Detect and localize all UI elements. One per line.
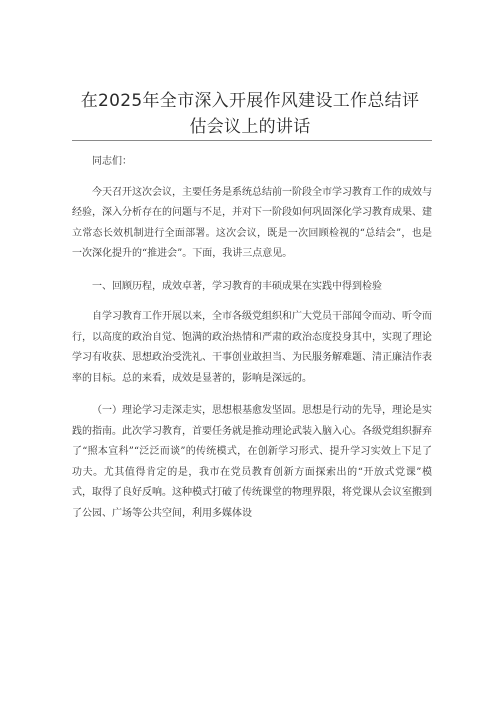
paragraph-theory-study: （一）理论学习走深走实，思想根基愈发坚固。思想是行动的先导，理论是实践的指南。此次学习教育，首要任务就是推动理论武装入脑入心。各级党组织摒弃了“照本宣科”“泛泛而谈”的传统模式，在创新学习形式、提升学习实效上下足了功夫。尤其值得肯定的是，我市在党员教育创新方面探索出的“开放式党课”模式，取得了良好反响。这种模式打破了传统课堂的物理界限，将党课从会议室搬到了公园、广场等公共空间，利用多媒体设 [72,405,432,519]
document-title-line-1: 在2025年全市深入开展作风建设工作总结评 [80,91,420,111]
greeting: 同志们： [92,156,132,167]
section-heading-1: 一、回顾历程，成效卓著，学习教育的丰硕成果在实践中得到检验 [92,280,382,292]
paragraph-review: 自学习教育工作开展以来，全市各级党组织和广大党员干部闻令而动、听令而行，以高度的政治自觉、饱满的政治热情和严肃的政治态度投身其中，实现了理论学习有收获、思想政治受洗礼、干事创业敢担当、为民服务解难题、清正廉洁作表率的目标。总的来看，成效是显著的，影响是深远的。 [72,311,432,384]
paragraph-opening: 今天召开这次会议，主要任务是系统总结前一阶段全市学习教育工作的成效与经验，深入分析存在的问题与不足，并对下一阶段如何巩固深化学习教育成果、建立常态长效机制进行全面部署。这次会议，既是一次回顾检视的“总结会”，也是一次深化提升的“推进会”。下面，我讲三点意见。 [72,186,432,259]
document-body [72,150,432,536]
title-divider [72,140,432,141]
document-title-line-2: 估会议上的讲话 [189,117,311,137]
